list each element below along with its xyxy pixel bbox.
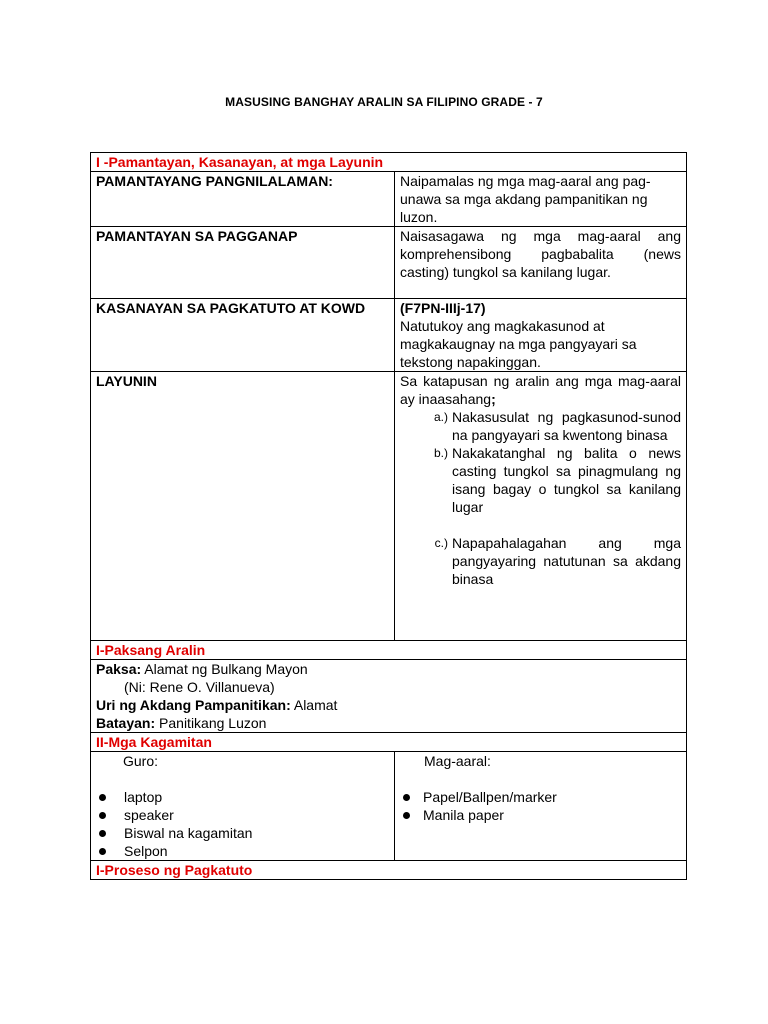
student-materials-list (400, 788, 681, 824)
author-line: (Ni: Rene O. Villanueva) (124, 679, 275, 695)
subject-matter-cell (91, 660, 687, 733)
list-item: speaker (96, 806, 389, 824)
student-materials-cell (395, 752, 687, 861)
row-label: LAYUNIN (91, 372, 395, 641)
bullet-icon (403, 812, 410, 819)
section-heading-pamantayan: I -Pamantayan, Kasanayan, at mga Layunin (91, 153, 687, 172)
bullet-icon (99, 794, 106, 801)
list-text: Nakakatanghal ng balita o news casting tungkol sa pinagmulang ng isang bagay o tungkol sa kanilang lugar (452, 445, 681, 515)
list-item: laptop (96, 788, 389, 806)
section-heading-row (91, 861, 687, 880)
section-heading-proseso: I-Proseso ng Pagkatuto (91, 861, 687, 880)
teacher-materials-list (96, 788, 389, 860)
list-item (400, 444, 681, 516)
objectives-list (400, 408, 681, 588)
row-value (395, 299, 687, 372)
list-item: Biswal na kagamitan (96, 824, 389, 842)
batayan-line: Batayan: Panitikang Luzon (96, 715, 267, 731)
list-text: Nakasusulat ng pagkasunod-sunod na pangyayari sa kwentong binasa (452, 409, 681, 443)
section-heading-row (91, 153, 687, 172)
list-item: Manila paper (400, 806, 681, 824)
list-item: Selpon (96, 842, 389, 860)
table-row (91, 660, 687, 733)
section-heading-row (91, 641, 687, 660)
table-row (91, 752, 687, 861)
row-label: KASANAYAN SA PAGKATUTO AT KOWD (91, 299, 395, 372)
uri-line: Uri ng Akdang Pampanitikan: Alamat (96, 697, 338, 713)
bullet-icon (99, 812, 106, 819)
document-title: MASUSING BANGHAY ARALIN SA FILIPINO GRADE - 7 (225, 95, 543, 109)
magaaral-label: Mag-aaral: (424, 753, 491, 769)
row-value: Naisasagawa ng mga mag-aaral ang komprehensibong pagbabalita (news casting) tungkol sa kanilang lugar. (395, 227, 687, 299)
list-item (400, 408, 681, 444)
list-marker: a.) (433, 410, 448, 424)
list-text: Napapahalagahan ang mga pangyayaring natutunan sa akdang binasa (452, 535, 681, 587)
guro-label: Guro: (123, 753, 159, 769)
row-value (395, 372, 687, 641)
teacher-materials-cell (91, 752, 395, 861)
section-heading-row (91, 733, 687, 752)
section-heading-paksang-aralin: I-Paksang Aralin (91, 641, 687, 660)
table-row (91, 372, 687, 641)
list-item (400, 534, 681, 588)
competency-text: Natutukoy ang magkakasunod at magkakaugnay na mga pangyayari sa tekstong napakinggan. (400, 318, 637, 370)
list-marker: c.) (434, 536, 448, 550)
table-row (91, 299, 687, 372)
paksa-line: Paksa: Alamat ng Bulkang Mayon (96, 661, 308, 677)
table-row (91, 227, 687, 299)
table-row (91, 172, 687, 227)
list-marker: b.) (433, 446, 448, 460)
competency-code: (F7PN-IIIj-17) (400, 300, 486, 316)
bullet-icon (99, 830, 106, 837)
row-value: Naipamalas ng mga mag-aaral ang pag-unawa sa mga akdang pampanitikan ng luzon. (395, 172, 687, 227)
lesson-plan-table (90, 152, 687, 880)
list-item: Papel/Ballpen/marker (400, 788, 681, 806)
objectives-intro: Sa katapusan ng aralin ang mga mag-aaral ay inaasahang; (400, 373, 681, 407)
row-label: PAMANTAYAN SA PAGGANAP (91, 227, 395, 299)
row-label: PAMANTAYANG PANGNILALAMAN: (91, 172, 395, 227)
section-heading-kagamitan: II-Mga Kagamitan (91, 733, 687, 752)
bullet-icon (99, 848, 106, 855)
bullet-icon (403, 794, 410, 801)
